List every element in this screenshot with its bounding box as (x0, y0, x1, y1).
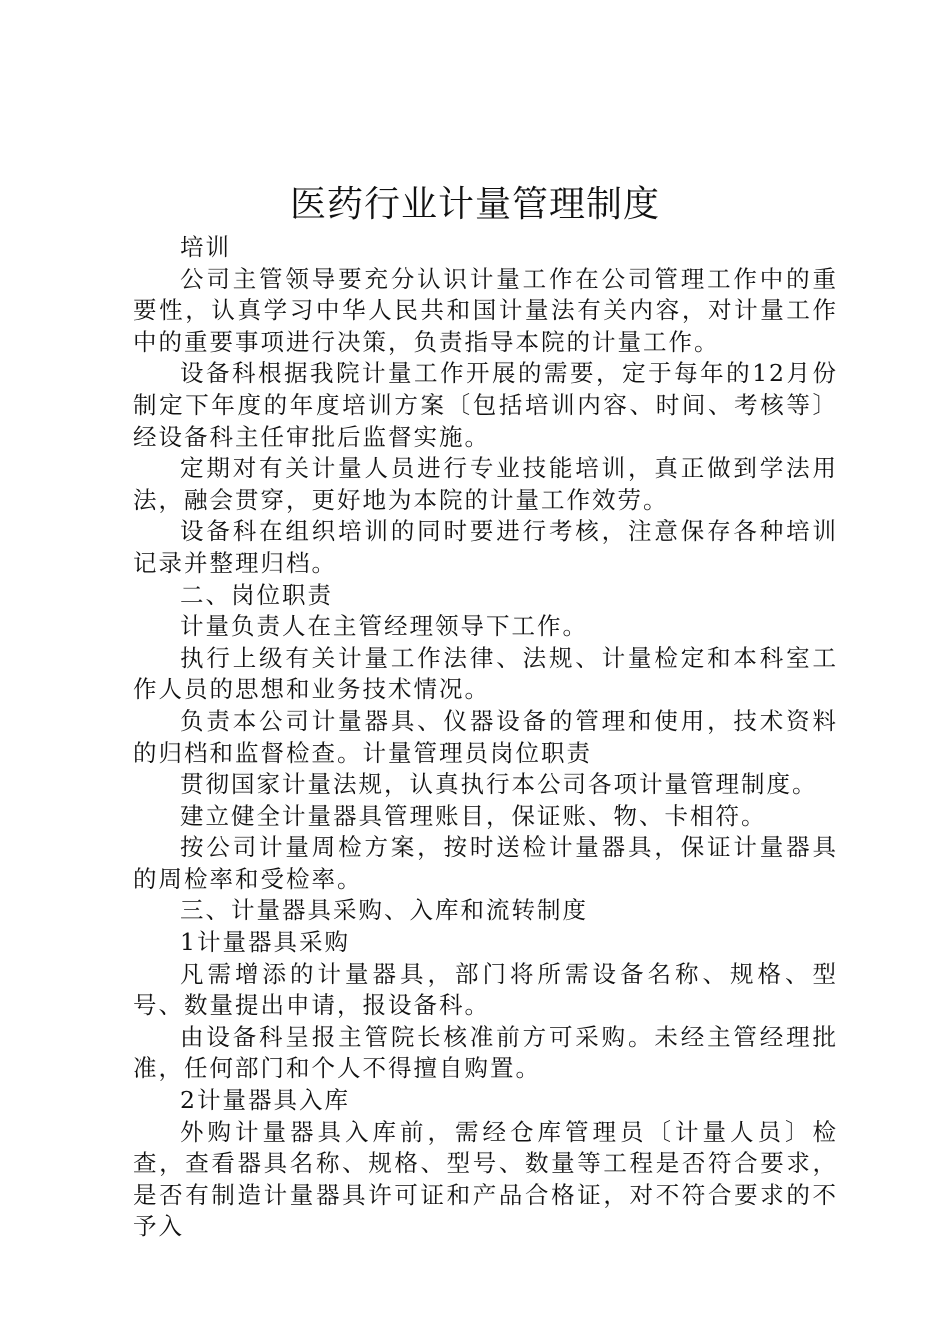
paragraph: 负责本公司计量器具、仪器设备的管理和使用，技术资料的归档和监督检查。计量管理员岗位职责 (133, 706, 838, 767)
paragraph: 凡需增添的计量器具，部门将所需设备名称、规格、型号、数量提出申请，报设备科。 (133, 959, 838, 1020)
paragraph: 按公司计量周检方案，按时送检计量器具，保证计量器具的周检率和受检率。 (133, 833, 838, 893)
section-heading: 三、计量器具采购、入库和流转制度 (180, 896, 588, 925)
paragraph: 执行上级有关计量工作法律、法规、计量检定和本科室工作人员的思想和业务技术情况。 (133, 643, 838, 704)
paragraph: 培训 (180, 233, 231, 261)
paragraph: 定期对有关计量人员进行专业技能培训，真正做到学法用法，融会贯穿，更好地为本院的计量工作效劳。 (133, 454, 838, 514)
paragraph: 计量负责人在主管经理领导下工作。 (180, 612, 588, 641)
paragraph: 由设备科呈报主管院长核准前方可采购。未经主管经理批准，任何部门和个人不得擅自购置。 (133, 1022, 838, 1083)
paragraph: 设备科在组织培训的同时要进行考核，注意保存各种培训记录并整理归档。 (133, 517, 838, 577)
subsection-heading: 1计量器具采购 (180, 928, 350, 957)
paragraph: 外购计量器具入库前，需经仓库管理员〔计量人员〕检查，查看器具名称、规格、型号、数量等工程是否符合要求，是否有制造计量器具许可证和产品合格证，对不符合要求的不予入 (133, 1117, 838, 1241)
paragraph: 贯彻国家计量法规，认真执行本公司各项计量管理制度。 (180, 770, 818, 799)
paragraph: 设备科根据我院计量工作开展的需要，定于每年的12月份制定下年度的年度培训方案〔包括培训内容、时间、考核等〕经设备科主任审批后监督实施。 (133, 359, 838, 451)
document-body (133, 232, 838, 1243)
subsection-heading: 2计量器具入库 (180, 1086, 350, 1115)
paragraph: 公司主管领导要充分认识计量工作在公司管理工作中的重要性，认真学习中华人民共和国计量法有关内容，对计量工作中的重要事项进行决策，负责指导本院的计量工作。 (133, 264, 838, 356)
section-heading: 二、岗位职责 (180, 580, 333, 609)
document-title: 医药行业计量管理制度 (289, 184, 660, 225)
paragraph: 建立健全计量器具管理账目，保证账、物、卡相符。 (180, 801, 767, 830)
